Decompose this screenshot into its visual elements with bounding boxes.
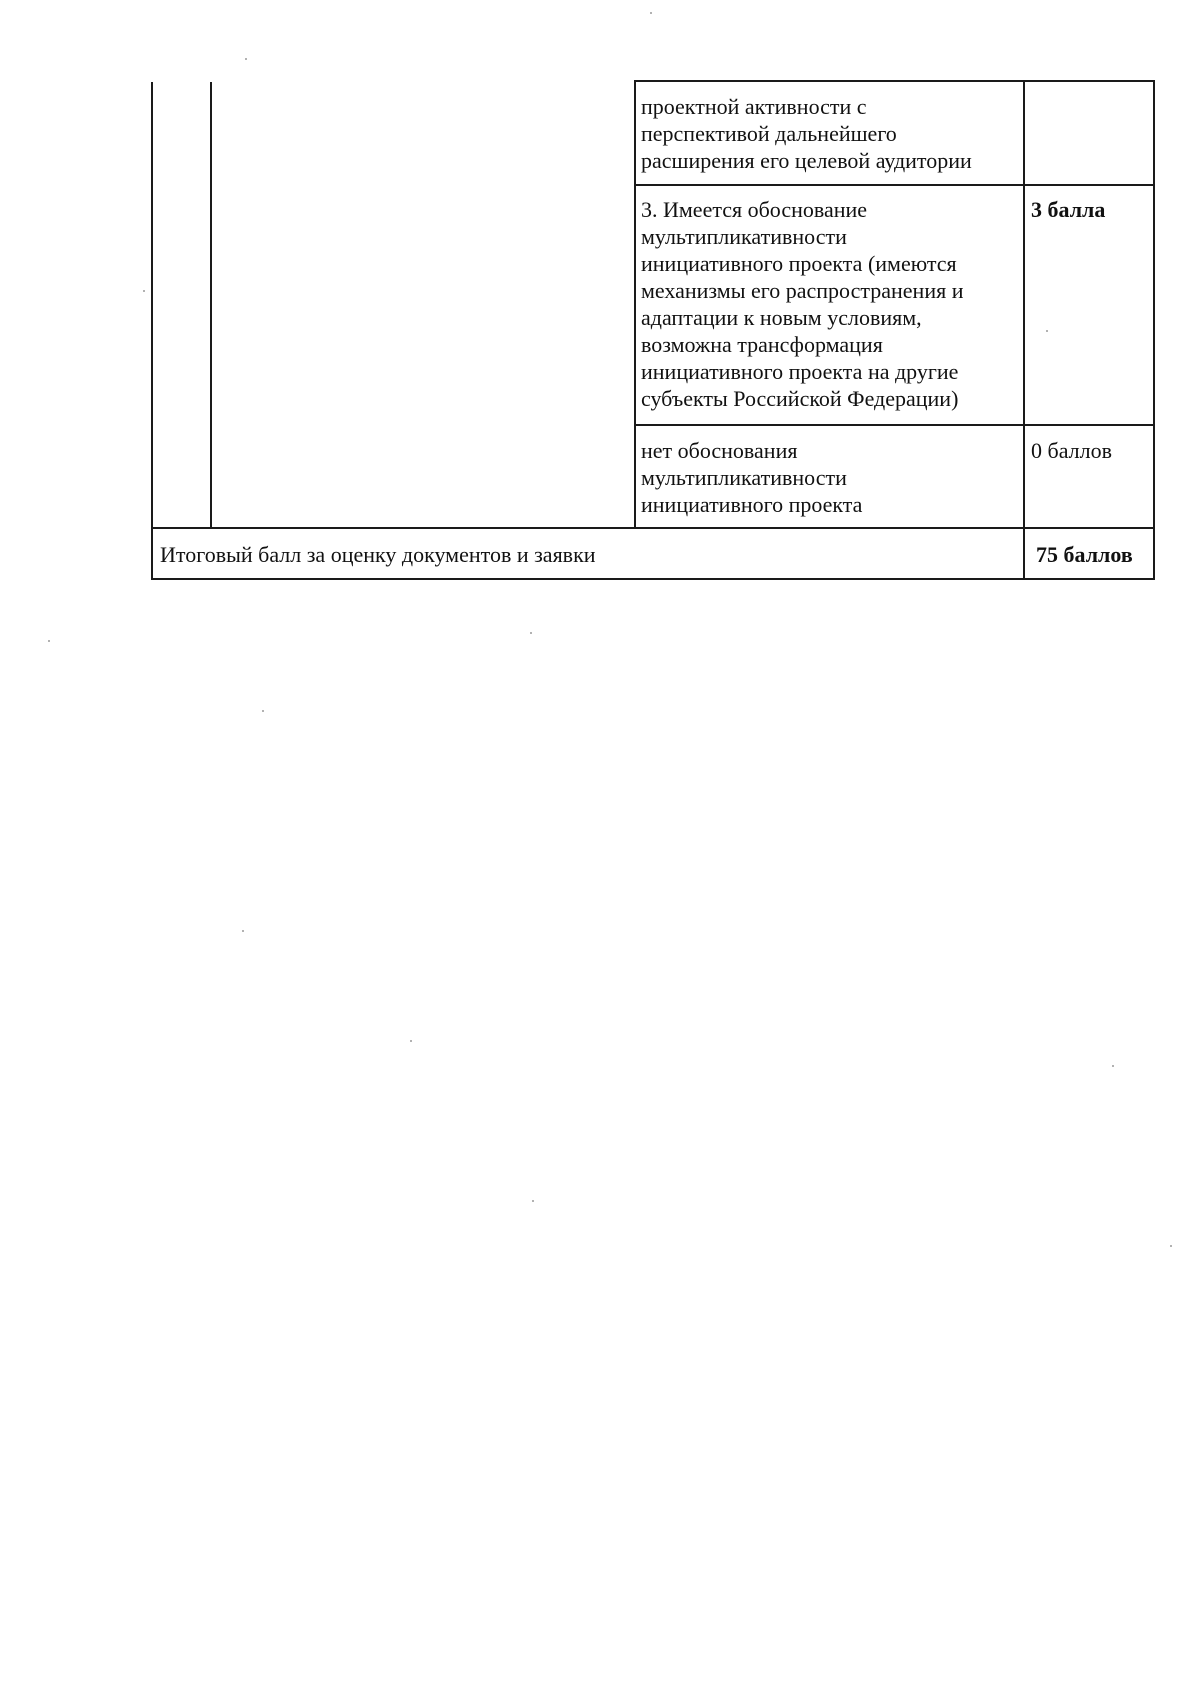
table-row-divider-2 <box>634 424 1155 426</box>
scan-speck <box>530 632 532 634</box>
table-row-divider-3 <box>151 527 1155 529</box>
table-border-col2 <box>210 82 212 529</box>
scan-speck <box>650 12 652 14</box>
scan-speck <box>48 640 50 642</box>
criterion-cell-no-justification: нет обоснования мультипликативности инициативного проекта <box>641 438 863 517</box>
total-label: Итоговый балл за оценку документов и заявки <box>160 542 596 567</box>
scan-speck <box>532 1200 534 1202</box>
table-border-left <box>151 82 153 580</box>
scan-speck <box>1046 330 1048 332</box>
total-score: 75 баллов <box>1036 542 1133 567</box>
criterion-cell-continuation: проектной активности с перспективой дальнейшего расширения его целевой аудитории <box>641 94 972 173</box>
scan-speck <box>1170 1245 1172 1247</box>
table-border-col3 <box>634 80 636 529</box>
table-border-bottom <box>151 578 1155 580</box>
scan-speck <box>242 930 244 932</box>
table-border-top <box>634 80 1155 82</box>
table-border-right <box>1153 80 1155 580</box>
criterion-cell-multiplicativity-justified: 3. Имеется обоснование мультипликативности инициативного проекта (имеются механизмы его распространения и адаптации к новым условиям, возможна трансформация инициативного проекта на другие субъекты Российской Федерации) <box>641 197 964 411</box>
table-border-col4 <box>1023 80 1025 580</box>
scan-speck <box>245 58 247 60</box>
score-cell-3-points: 3 балла <box>1031 197 1106 222</box>
scan-speck <box>1112 1065 1114 1067</box>
score-cell-0-points: 0 баллов <box>1031 438 1112 463</box>
table-row-divider-1 <box>634 184 1155 186</box>
scan-speck <box>143 290 145 292</box>
scan-speck <box>410 1040 412 1042</box>
scan-speck <box>262 710 264 712</box>
